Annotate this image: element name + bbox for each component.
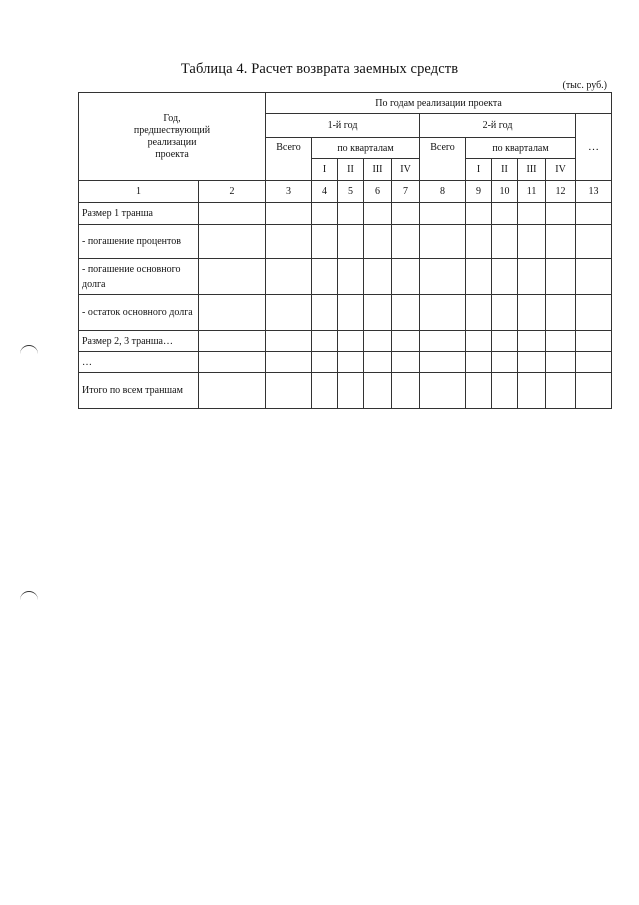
column-number: 3 — [266, 181, 312, 203]
empty-cell — [338, 203, 364, 225]
empty-cell — [312, 295, 338, 331]
empty-cell — [364, 225, 392, 259]
empty-cell — [312, 331, 338, 352]
row-label: - остаток основного долга — [79, 295, 199, 331]
empty-cell — [576, 331, 612, 352]
empty-cell — [420, 331, 466, 352]
empty-cell — [392, 331, 420, 352]
empty-cell — [492, 373, 518, 409]
empty-cell — [492, 295, 518, 331]
empty-cell — [312, 203, 338, 225]
empty-cell — [420, 203, 466, 225]
empty-cell — [338, 225, 364, 259]
quarter-cell: IV — [546, 159, 576, 181]
empty-cell — [546, 259, 576, 295]
column-number-row — [79, 181, 612, 203]
empty-cell — [364, 373, 392, 409]
empty-cell — [420, 225, 466, 259]
empty-cell — [492, 331, 518, 352]
empty-cell — [312, 352, 338, 373]
empty-cell — [199, 373, 266, 409]
row-label: - погашение основного долга — [79, 259, 199, 295]
empty-cell — [576, 203, 612, 225]
empty-cell — [312, 373, 338, 409]
empty-cell — [392, 203, 420, 225]
empty-cell — [466, 373, 492, 409]
empty-cell — [312, 225, 338, 259]
column-number: 6 — [364, 181, 392, 203]
column-number: 9 — [466, 181, 492, 203]
empty-cell — [392, 295, 420, 331]
empty-cell — [199, 203, 266, 225]
empty-cell — [338, 352, 364, 373]
empty-cell — [576, 352, 612, 373]
scan-mark — [20, 345, 38, 356]
empty-cell — [364, 331, 392, 352]
column-number: 5 — [338, 181, 364, 203]
empty-cell — [364, 352, 392, 373]
empty-cell — [392, 225, 420, 259]
empty-cell — [518, 203, 546, 225]
empty-cell — [266, 373, 312, 409]
empty-cell — [338, 295, 364, 331]
quarter-cell: III — [518, 159, 546, 181]
units-note: (тыс. руб.) — [562, 80, 607, 91]
empty-cell — [518, 259, 546, 295]
empty-cell — [420, 373, 466, 409]
empty-cell — [492, 352, 518, 373]
empty-cell — [266, 259, 312, 295]
header-by-years: По годам реализации проекта — [266, 93, 612, 114]
row-label: Итого по всем траншам — [79, 373, 199, 409]
empty-cell — [466, 295, 492, 331]
empty-cell — [312, 259, 338, 295]
empty-cell — [518, 352, 546, 373]
empty-cell — [518, 225, 546, 259]
table-row — [79, 331, 612, 352]
table-row — [79, 295, 612, 331]
empty-cell — [364, 259, 392, 295]
empty-cell — [518, 373, 546, 409]
header-year-before — [79, 93, 266, 181]
row-label: - погашение процентов — [79, 225, 199, 259]
empty-cell — [338, 259, 364, 295]
quarter-cell: I — [466, 159, 492, 181]
empty-cell — [546, 373, 576, 409]
column-number: 12 — [546, 181, 576, 203]
empty-cell — [546, 225, 576, 259]
empty-cell — [546, 331, 576, 352]
column-number: 13 — [576, 181, 612, 203]
column-number: 8 — [420, 181, 466, 203]
empty-cell — [466, 331, 492, 352]
column-number: 11 — [518, 181, 546, 203]
row-label: Размер 1 транша — [79, 203, 199, 225]
empty-cell — [364, 295, 392, 331]
column-number: 1 — [79, 181, 199, 203]
empty-cell — [338, 373, 364, 409]
empty-cell — [392, 259, 420, 295]
empty-cell — [392, 352, 420, 373]
empty-cell — [199, 352, 266, 373]
column-number: 7 — [392, 181, 420, 203]
empty-cell — [546, 352, 576, 373]
empty-cell — [199, 259, 266, 295]
quarter-cell: II — [492, 159, 518, 181]
empty-cell — [518, 295, 546, 331]
empty-cell — [338, 331, 364, 352]
empty-cell — [420, 295, 466, 331]
header-year-before-label: Год, предшествующий реализации проекта — [133, 112, 211, 160]
empty-cell — [576, 259, 612, 295]
table-row — [79, 259, 612, 295]
column-number: 10 — [492, 181, 518, 203]
table-title: Таблица 4. Расчет возврата заемных средств — [180, 61, 459, 77]
header-more-years: … — [576, 114, 612, 181]
table-row — [79, 225, 612, 259]
empty-cell — [576, 295, 612, 331]
empty-cell — [492, 203, 518, 225]
empty-cell — [466, 259, 492, 295]
table-row — [79, 352, 612, 373]
empty-cell — [546, 203, 576, 225]
header-year-1: 1-й год — [266, 114, 420, 138]
empty-cell — [199, 295, 266, 331]
empty-cell — [364, 203, 392, 225]
header-year-2-quarters: по кварталам — [466, 138, 576, 159]
empty-cell — [518, 331, 546, 352]
row-label: … — [79, 352, 199, 373]
empty-cell — [466, 203, 492, 225]
quarter-cell: III — [364, 159, 392, 181]
row-label: Размер 2, 3 транша… — [79, 331, 199, 352]
empty-cell — [576, 225, 612, 259]
empty-cell — [576, 373, 612, 409]
empty-cell — [466, 352, 492, 373]
column-number: 4 — [312, 181, 338, 203]
empty-cell — [492, 225, 518, 259]
header-year-2: 2-й год — [420, 114, 576, 138]
empty-cell — [199, 225, 266, 259]
table-row — [79, 373, 612, 409]
empty-cell — [266, 352, 312, 373]
column-number: 2 — [199, 181, 266, 203]
table-row — [79, 203, 612, 225]
empty-cell — [546, 295, 576, 331]
empty-cell — [392, 373, 420, 409]
empty-cell — [466, 225, 492, 259]
quarter-cell: II — [338, 159, 364, 181]
empty-cell — [266, 295, 312, 331]
header-year-1-quarters: по кварталам — [312, 138, 420, 159]
quarter-cell: IV — [392, 159, 420, 181]
quarter-cell: I — [312, 159, 338, 181]
empty-cell — [199, 331, 266, 352]
header-year-2-total: Всего — [420, 138, 466, 181]
empty-cell — [492, 259, 518, 295]
empty-cell — [266, 331, 312, 352]
header-year-1-total: Всего — [266, 138, 312, 181]
loan-repayment-table — [78, 92, 612, 409]
scan-mark — [20, 591, 38, 602]
empty-cell — [420, 352, 466, 373]
empty-cell — [266, 225, 312, 259]
empty-cell — [420, 259, 466, 295]
empty-cell — [266, 203, 312, 225]
